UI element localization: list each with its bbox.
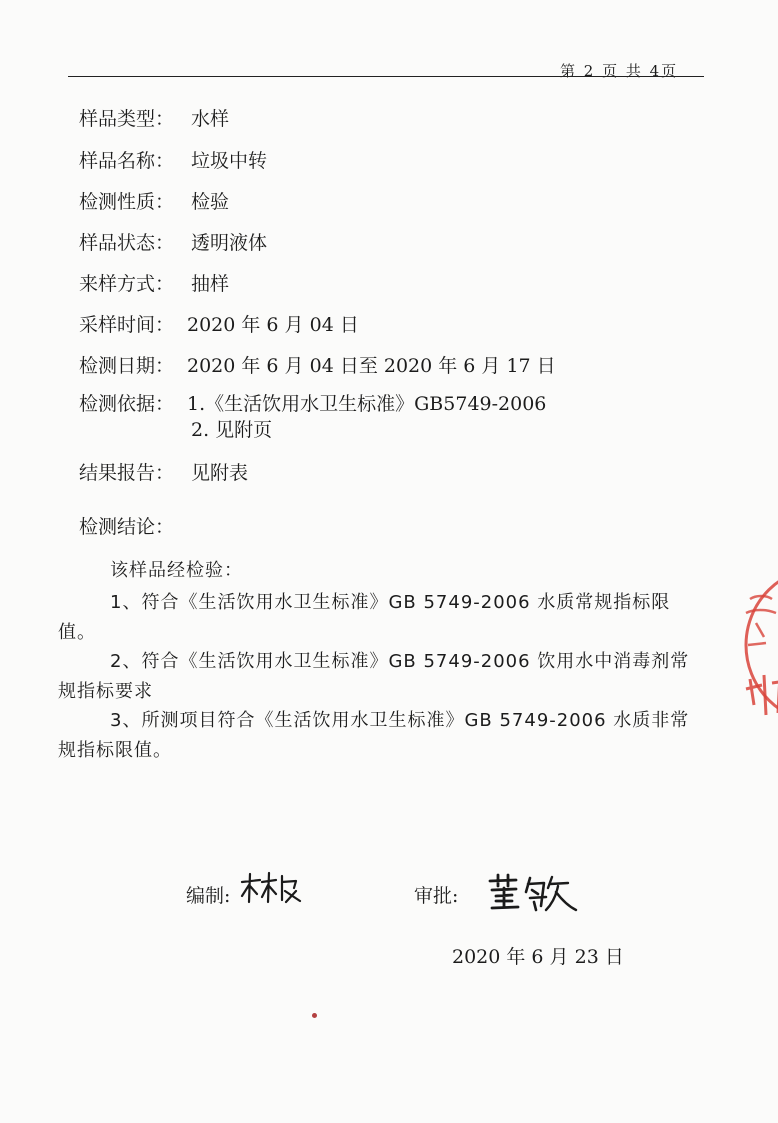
conclusion-title: 检测结论： <box>79 516 175 538</box>
field-value: 检验 <box>191 191 230 213</box>
field-sample-type <box>79 104 229 131</box>
field-label: 检测依据： <box>79 393 175 415</box>
field-result-report <box>79 458 248 485</box>
field-value: 垃圾中转 <box>191 150 268 172</box>
field-label: 样品类型： <box>79 108 175 130</box>
field-sampling-method <box>79 269 229 296</box>
editor-signature <box>238 870 306 910</box>
field-value: 抽样 <box>191 273 230 295</box>
conclusion-item-3: 3、所测项目符合《生活饮用水卫生标准》GB 5749-2006 水质非常规指标限值。 <box>58 710 690 761</box>
report-date: 2020 年 6 月 23 日 <box>452 946 624 968</box>
field-label: 样品状态： <box>79 232 175 254</box>
field-test-basis <box>79 391 547 441</box>
conclusion-item-1: 1、符合《生活饮用水卫生标准》GB 5749-2006 水质常规指标限值。 <box>58 592 671 643</box>
field-label: 采样时间： <box>79 314 175 336</box>
conclusion-item-2: 2、符合《生活饮用水卫生标准》GB 5749-2006 饮用水中消毒剂常规指标要求 <box>58 651 690 702</box>
conclusion-intro: 该样品经检验： <box>110 560 243 581</box>
field-value: 透明液体 <box>191 232 268 254</box>
editor-label: 编制: <box>186 885 231 907</box>
field-test-date <box>79 351 556 378</box>
field-value: 1.《生活饮用水卫生标准》GB5749-2006 <box>187 393 547 415</box>
field-value: 2020 年 6 月 04 日至 2020 年 6 月 17 日 <box>187 355 556 377</box>
field-value-secondary: 2. 见附页 <box>191 419 273 441</box>
header-rule <box>68 76 704 77</box>
official-stamp <box>736 565 778 725</box>
field-label: 样品名称： <box>79 150 175 172</box>
field-label: 结果报告： <box>79 462 175 484</box>
field-sample-state <box>79 228 267 255</box>
field-sample-name <box>79 146 267 173</box>
field-value: 水样 <box>191 108 230 130</box>
field-test-nature <box>79 187 229 214</box>
field-value: 见附表 <box>191 462 249 484</box>
field-label: 来样方式： <box>79 273 175 295</box>
field-sampling-time <box>79 310 359 337</box>
field-value: 2020 年 6 月 04 日 <box>187 314 359 336</box>
field-label: 检测日期： <box>79 355 175 377</box>
approver-signature <box>486 872 578 918</box>
page-number: 第 2 页 共 4页 <box>560 62 679 80</box>
stray-mark <box>312 1013 317 1018</box>
approver-label: 审批: <box>414 885 459 907</box>
field-label: 检测性质： <box>79 191 175 213</box>
